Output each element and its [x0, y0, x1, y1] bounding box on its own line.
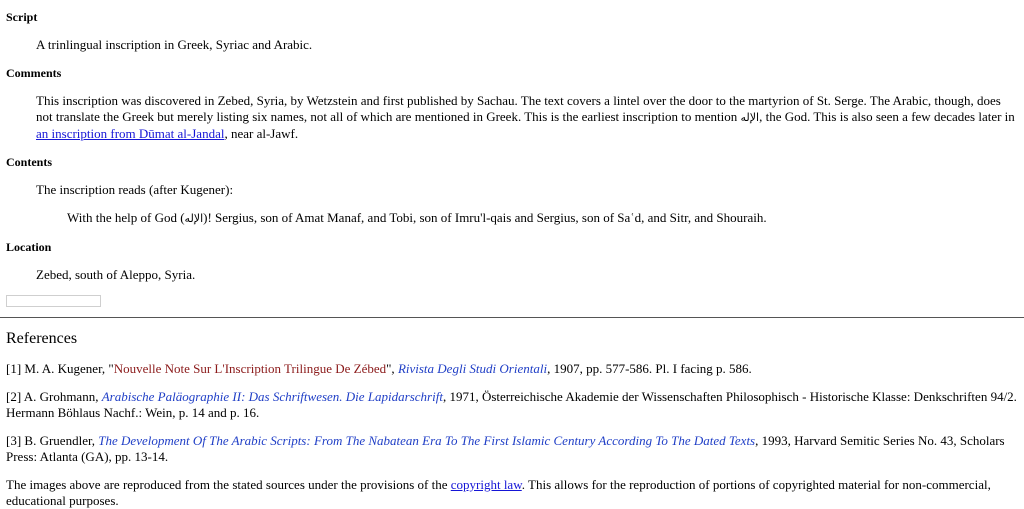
reference-3-book: The Development Of The Arabic Scripts: From The Nabatean Era To The First Islamic Century According To The Dated Texts	[98, 433, 756, 448]
copyright-notice: The images above are reproduced from the stated sources under the provisions of the copyright law. This allows for the reproduction of portions of copyrighted material for non-commercial, educational purposes.	[6, 477, 991, 508]
arabic-word: الإله	[184, 212, 204, 225]
comments-paragraph: This inscription was discovered in Zebed, Syria, by Wetzstein and first published by Sachau. The text covers a lintel over the door to the martyrion of St. Serge. The Arabic, though, does not translate the Greek but merely listing six names, not all of which are mentioned in Greek. This is the earliest inscription to mention الإله, the God. This is also seen a few decades later in an inscription from Dūmat al-Jandal, near al-Jawf.	[36, 93, 1015, 141]
references-heading: References	[6, 330, 78, 347]
copyright-law-link[interactable]: copyright law	[450, 477, 522, 492]
reference-2-book: Arabische Paläographie II: Das Schriftwesen. Die Lapidarschrift	[101, 389, 443, 404]
references-section	[0, 318, 1024, 509]
arabic-word: الإله	[740, 111, 760, 124]
reference-1-title-link[interactable]: Nouvelle Note Sur L'Inscription Trilingue De Zébed	[113, 361, 387, 376]
reference-1-journal: Rivista Degli Studi Orientali	[397, 361, 548, 376]
script-description: A trinlingual inscription in Greek, Syriac and Arabic.	[36, 37, 313, 52]
location-heading: Location	[6, 240, 52, 254]
reference-1: [1] M. A. Kugener, "Nouvelle Note Sur L'Inscription Trilingue De Zébed", Rivista Degli Studi Orientali, 1907, pp. 577-586. Pl. I facing p. 586.	[6, 361, 752, 376]
location-text: Zebed, south of Aleppo, Syria.	[36, 267, 196, 282]
comments-heading: Comments	[6, 66, 62, 80]
contents-heading: Contents	[6, 155, 53, 169]
contents-intro: The inscription reads (after Kugener):	[36, 182, 234, 197]
reference-3: [3] B. Gruendler, The Development Of The Arabic Scripts: From The Nabatean Era To The First Islamic Century According To The Dated Texts, 1993, Harvard Semitic Series No. 43, Scholars Press: Atlanta (GA), pp. 13-14.	[6, 433, 1005, 464]
reference-2: [2] A. Grohmann, Arabische Paläographie II: Das Schriftwesen. Die Lapidarschrift, 1971, Österreichische Akademie der Wissenschaften Philosophisch - Historische Klasse: Denkschriften 94/2. Hermann Böhlaus Nachf.: Wein, p. 14 and p. 16.	[6, 389, 1017, 420]
empty-input-box[interactable]	[6, 295, 101, 307]
inscription-quote: With the help of God (الإله)! Sergius, son of Amat Manaf, and Tobi, son of Imru'l-qais and Sergius, son of Saʿd, and Sitr, and Shouraih.	[67, 210, 767, 225]
inscription-dumat-link[interactable]: an inscription from Dūmat al-Jandal	[36, 126, 225, 141]
script-heading: Script	[6, 10, 38, 24]
